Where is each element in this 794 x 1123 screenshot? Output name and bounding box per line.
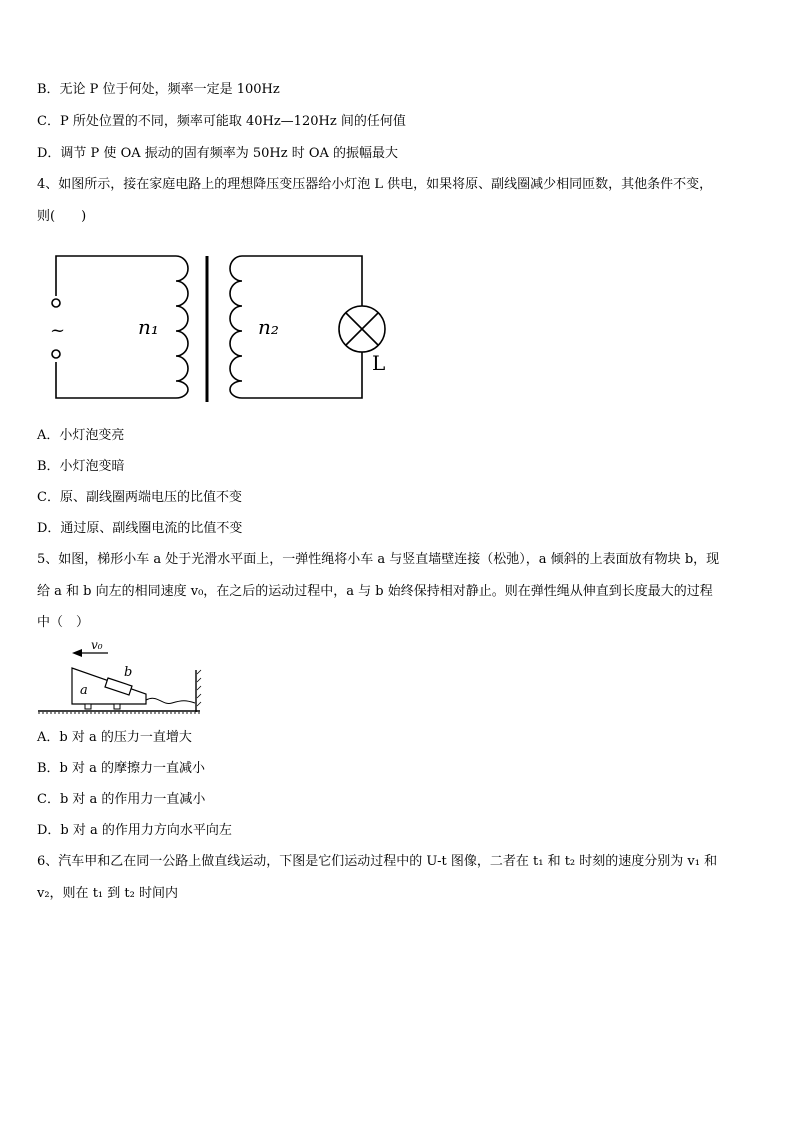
arrow-left-icon xyxy=(72,649,82,657)
q5-option-c: C．b 对 a 的作用力一直减小 xyxy=(37,792,206,807)
source-terminal-top xyxy=(52,299,60,307)
primary-coil xyxy=(176,256,188,398)
cart-a-label: a xyxy=(80,683,88,698)
q5-option-b: B．b 对 a 的摩擦力一直减小 xyxy=(37,761,206,776)
source-terminal-bottom xyxy=(52,350,60,358)
q4-option-a: A．小灯泡变亮 xyxy=(37,428,125,443)
primary-turns-label: n₁ xyxy=(138,315,159,339)
q3-option-c: C．P 所处位置的不同，频率可能取 40Hz—120Hz 间的任何值 xyxy=(37,114,406,129)
q4-option-b: B．小灯泡变暗 xyxy=(37,459,125,474)
q4-stem-line1: 4、如图所示，接在家庭电路上的理想降压变压器给小灯泡 L 供电，如果将原、副线圈减少相同匝数，其他条件不变， xyxy=(37,177,713,192)
secondary-turns-label: n₂ xyxy=(258,315,279,339)
primary-wire-bottom xyxy=(56,362,176,398)
q5-option-d: D．b 对 a 的作用力方向水平向左 xyxy=(37,823,232,838)
q5-option-a: A．b 对 a 的压力一直增大 xyxy=(37,730,192,745)
q3-option-d: D．调节 P 使 OA 振动的固有频率为 50Hz 时 OA 的振幅最大 xyxy=(37,146,399,161)
elastic-rope xyxy=(146,698,195,703)
q6-stem-line1: 6、汽车甲和乙在同一公路上做直线运动，下图是它们运动过程中的 U-t 图像，二者在 t₁ 和 t₂ 时刻的速度分别为 v₁ 和 xyxy=(37,854,718,869)
q3-option-b: B．无论 P 位于何处，频率一定是 100Hz xyxy=(37,82,280,97)
velocity-label: v₀ xyxy=(91,638,103,652)
secondary-wire xyxy=(242,256,362,306)
q5-cart-figure xyxy=(38,649,201,713)
primary-wire xyxy=(56,256,176,296)
secondary-coil xyxy=(230,256,242,398)
q4-option-c: C．原、副线圈两端电压的比值不变 xyxy=(37,490,242,505)
q5-stem-line1: 5、如图，梯形小车 a 处于光滑水平面上，一弹性绳将小车 a 与竖直墙壁连接（松弛），a 倾斜的上表面放有物块 b，现 xyxy=(37,552,720,567)
lamp-label: L xyxy=(372,351,386,375)
ac-source-symbol: ~ xyxy=(50,320,66,341)
cart-wheel-right xyxy=(114,704,120,709)
cart-wheel-left xyxy=(85,704,91,709)
block-b-label: b xyxy=(124,665,133,680)
q5-stem-line3: 中（ ） xyxy=(37,615,90,630)
q4-option-d: D．通过原、副线圈电流的比值不变 xyxy=(37,521,243,536)
q4-stem-line2: 则( ) xyxy=(37,209,87,224)
secondary-wire-bottom xyxy=(242,352,362,398)
q5-stem-line2: 给 a 和 b 向左的相同速度 v₀，在之后的运动过程中，a 与 b 始终保持相对静止。则在弹性绳从伸直到长度最大的过程 xyxy=(37,584,713,599)
q6-stem-line2: v₂，则在 t₁ 到 t₂ 时间内 xyxy=(37,886,178,901)
